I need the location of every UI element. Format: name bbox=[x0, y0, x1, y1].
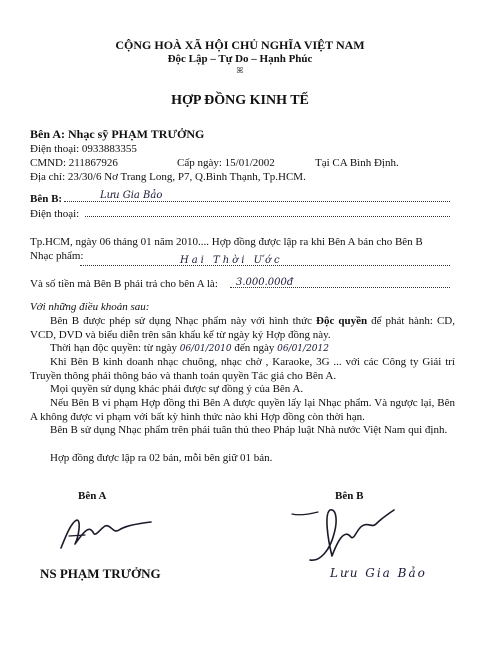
clause-other-rights: Mọi quyền sử dụng khác phải được sự đồng ý của Bên A. bbox=[50, 383, 304, 395]
party-b-handwritten-name: Lưu Gia Bảo bbox=[330, 566, 427, 580]
clause-law: Bên B sử dụng Nhạc phẩm trên phải tuân thủ theo Pháp luật Nhà nước Việt Nam qui định. bbox=[50, 424, 448, 436]
party-b-phone-label: Điện thoại: bbox=[30, 208, 80, 220]
work-title-handwritten: Hai Thời Ước bbox=[180, 255, 283, 266]
party-b-signature-icon bbox=[290, 500, 400, 572]
clause-ringtone: Khi Bên B kinh doanh nhạc chuông, nhạc chờ , Karaoke, 3G ... với các Công ty Giải trí Truyền thông phải thông báo và thanh toán quyền Tác giả cho Bên A. bbox=[30, 356, 455, 382]
amount-handwritten: 3.000.000đ bbox=[236, 277, 294, 288]
party-a-issue-date: Cấp ngày: 15/01/2002 bbox=[177, 157, 275, 169]
terms-heading: Với những điều khoản sau: bbox=[30, 301, 150, 313]
party-b-sign-label: Bên B bbox=[335, 490, 364, 502]
clause-violation: Nếu Bên B vi phạm Hợp đồng thì Bên A được quyền lấy lại Nhạc phẩm. Và ngược lại, Bên A không được vi phạm với bất kỳ hình thức nào khi Hợp đồng còn thời hạn. bbox=[30, 397, 455, 423]
ornament-icon: ꕤ bbox=[236, 66, 244, 75]
document-title: HỢP ĐỒNG KINH TẾ bbox=[171, 93, 309, 108]
party-a-cmnd: CMND: 211867926 bbox=[30, 157, 118, 169]
party-b-phone-line bbox=[85, 216, 450, 217]
clause-exclusive: Bên B được phép sử dụng Nhạc phẩm này với hình thức Độc quyền để phát hành: CD, VCD, DVD và biểu diễn trên sân khấu kể từ ngày ký Hợp đồng này. bbox=[30, 315, 456, 341]
party-b-name-line bbox=[64, 201, 450, 202]
work-label: Nhạc phẩm: bbox=[30, 250, 84, 262]
country-header: CỘNG HOÀ XÃ HỘI CHỦ NGHĨA VIỆT NAM bbox=[115, 38, 365, 52]
party-a-issue-place: Tại CA Bình Định. bbox=[315, 157, 399, 169]
national-motto: Độc Lập – Tự Do – Hạnh Phúc bbox=[167, 53, 313, 65]
party-b-name-handwritten: Lưu Gia Bảo bbox=[100, 190, 163, 201]
party-a-phone: Điện thoại: 0933883355 bbox=[30, 143, 137, 155]
clause-term: Thời hạn độc quyền: từ ngày 06/01/2010 đến ngày 06/01/2012 bbox=[50, 342, 329, 354]
party-a-sign-label: Bên A bbox=[78, 490, 107, 502]
place-date-line: Tp.HCM, ngày 06 tháng 01 năm 2010.... Hợp đồng được lập ra khi Bên A bán cho Bên B bbox=[30, 236, 423, 248]
party-a-signature-icon bbox=[55, 508, 165, 558]
party-a-printed-name: NS PHẠM TRƯỞNG bbox=[40, 566, 161, 581]
clause-copies: Hợp đồng được lập ra 02 bản, mỗi bên giữ 01 bản. bbox=[50, 452, 273, 464]
party-b-label: Bên B: bbox=[30, 193, 63, 205]
party-a-address: Địa chỉ: 23/30/6 Nơ Trang Long, P7, Q.Bình Thạnh, Tp.HCM. bbox=[30, 171, 306, 183]
party-a-name: Bên A: Nhạc sỹ PHẠM TRƯỞNG bbox=[30, 127, 205, 141]
amount-label: Và số tiền mà Bên B phải trả cho bên A là: bbox=[30, 278, 218, 290]
